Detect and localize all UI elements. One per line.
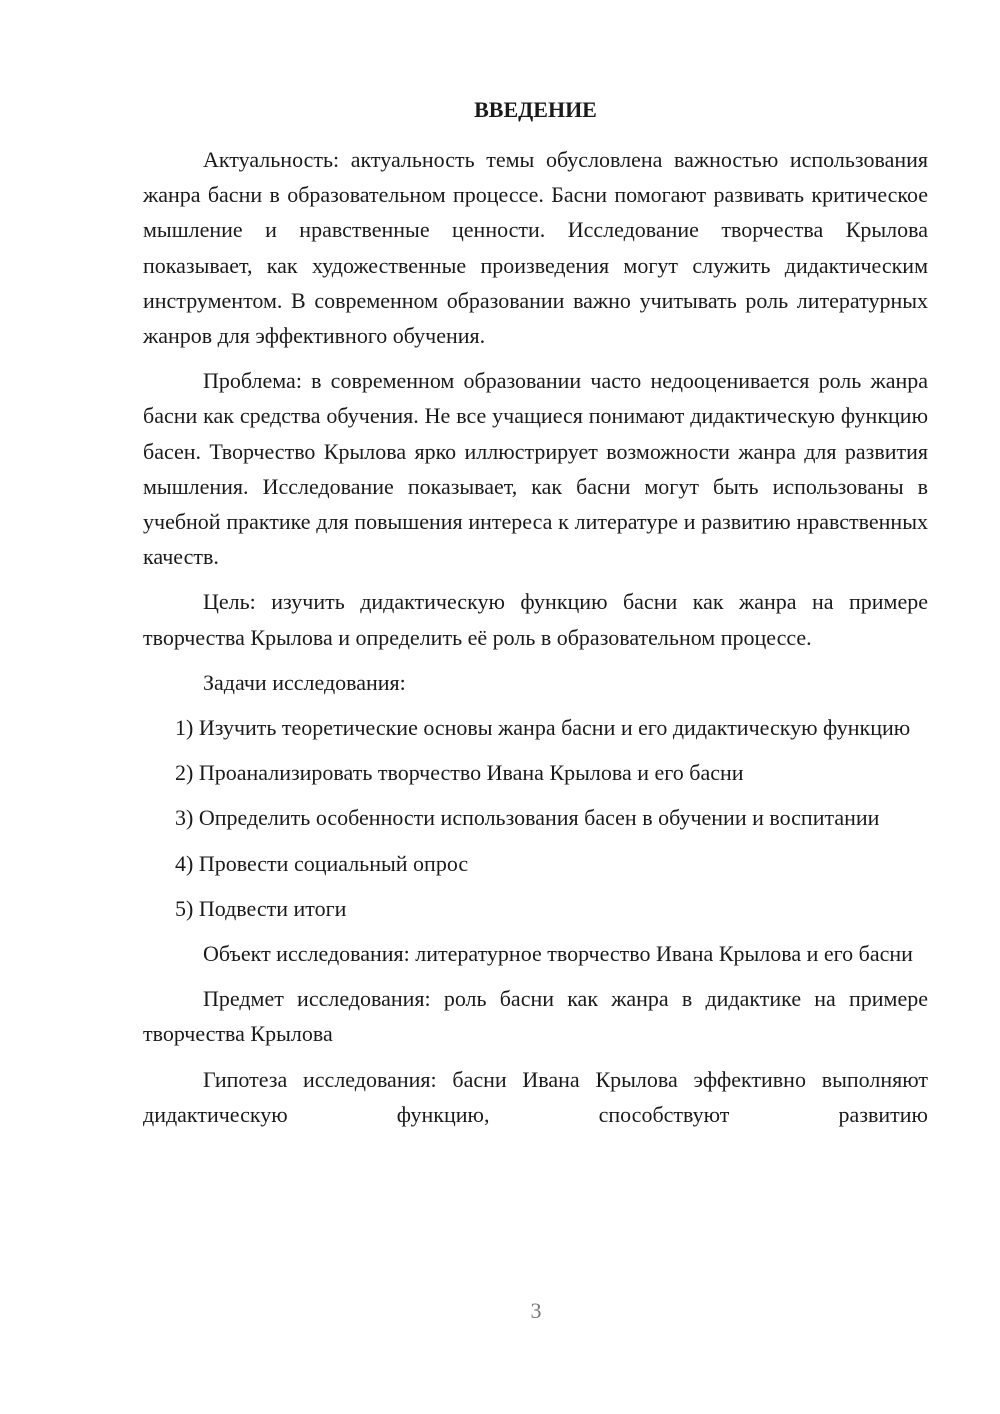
task-item-5: 5) Подвести итоги: [175, 895, 347, 921]
relevance-paragraph: Актуальность: актуальность темы обусловлена важностью использования жанра басни в образовательном процессе. Басни помогают развивать критическое мышление и нравственные ценности. Исследование творчества Крылова показывает, как художественные произведения могут служить дидактическим инструментом. В современном образовании важно учитывать роль литературных жанров для эффективного обучения.: [143, 147, 928, 349]
page-content: [143, 88, 928, 1132]
problem-paragraph: Проблема: в современном образовании часто недооценивается роль жанра басни как средства обучения. Не все учащиеся понимают дидактическую функцию басен. Творчество Крылова ярко иллюстрирует возможности жанра для развития мышления. Исследование показывает, как басни могут быть использованы в учебной практике для повышения интереса к литературе и развитию нравственных качеств.: [143, 368, 928, 570]
task-item-2: 2) Проанализировать творчество Ивана Крылова и его басни: [175, 760, 744, 786]
subject-paragraph: Предмет исследования: роль басни как жанра в дидактике на примере творчества Крылова: [143, 986, 928, 1047]
object-paragraph: Объект исследования: литературное творчество Ивана Крылова и его басни: [203, 941, 913, 967]
task-item-4: 4) Провести социальный опрос: [175, 850, 469, 876]
goal-paragraph: Цель: изучить дидактическую функцию басни как жанра на примере творчества Крылова и определить её роль в образовательном процессе.: [143, 589, 928, 650]
task-item-3: 3) Определить особенности использования басен в обучении и воспитании: [175, 805, 880, 831]
task-item-1: 1) Изучить теоретические основы жанра басни и его дидактическую функцию: [175, 715, 911, 741]
section-title: ВВЕДЕНИЕ: [474, 97, 597, 122]
tasks-heading: Задачи исследования:: [203, 669, 406, 695]
hypothesis-paragraph: Гипотеза исследования: басни Ивана Крылова эффективно выполняют дидактическую функцию, способствуют развитию: [143, 1066, 928, 1127]
page-number: 3: [530, 1298, 542, 1323]
